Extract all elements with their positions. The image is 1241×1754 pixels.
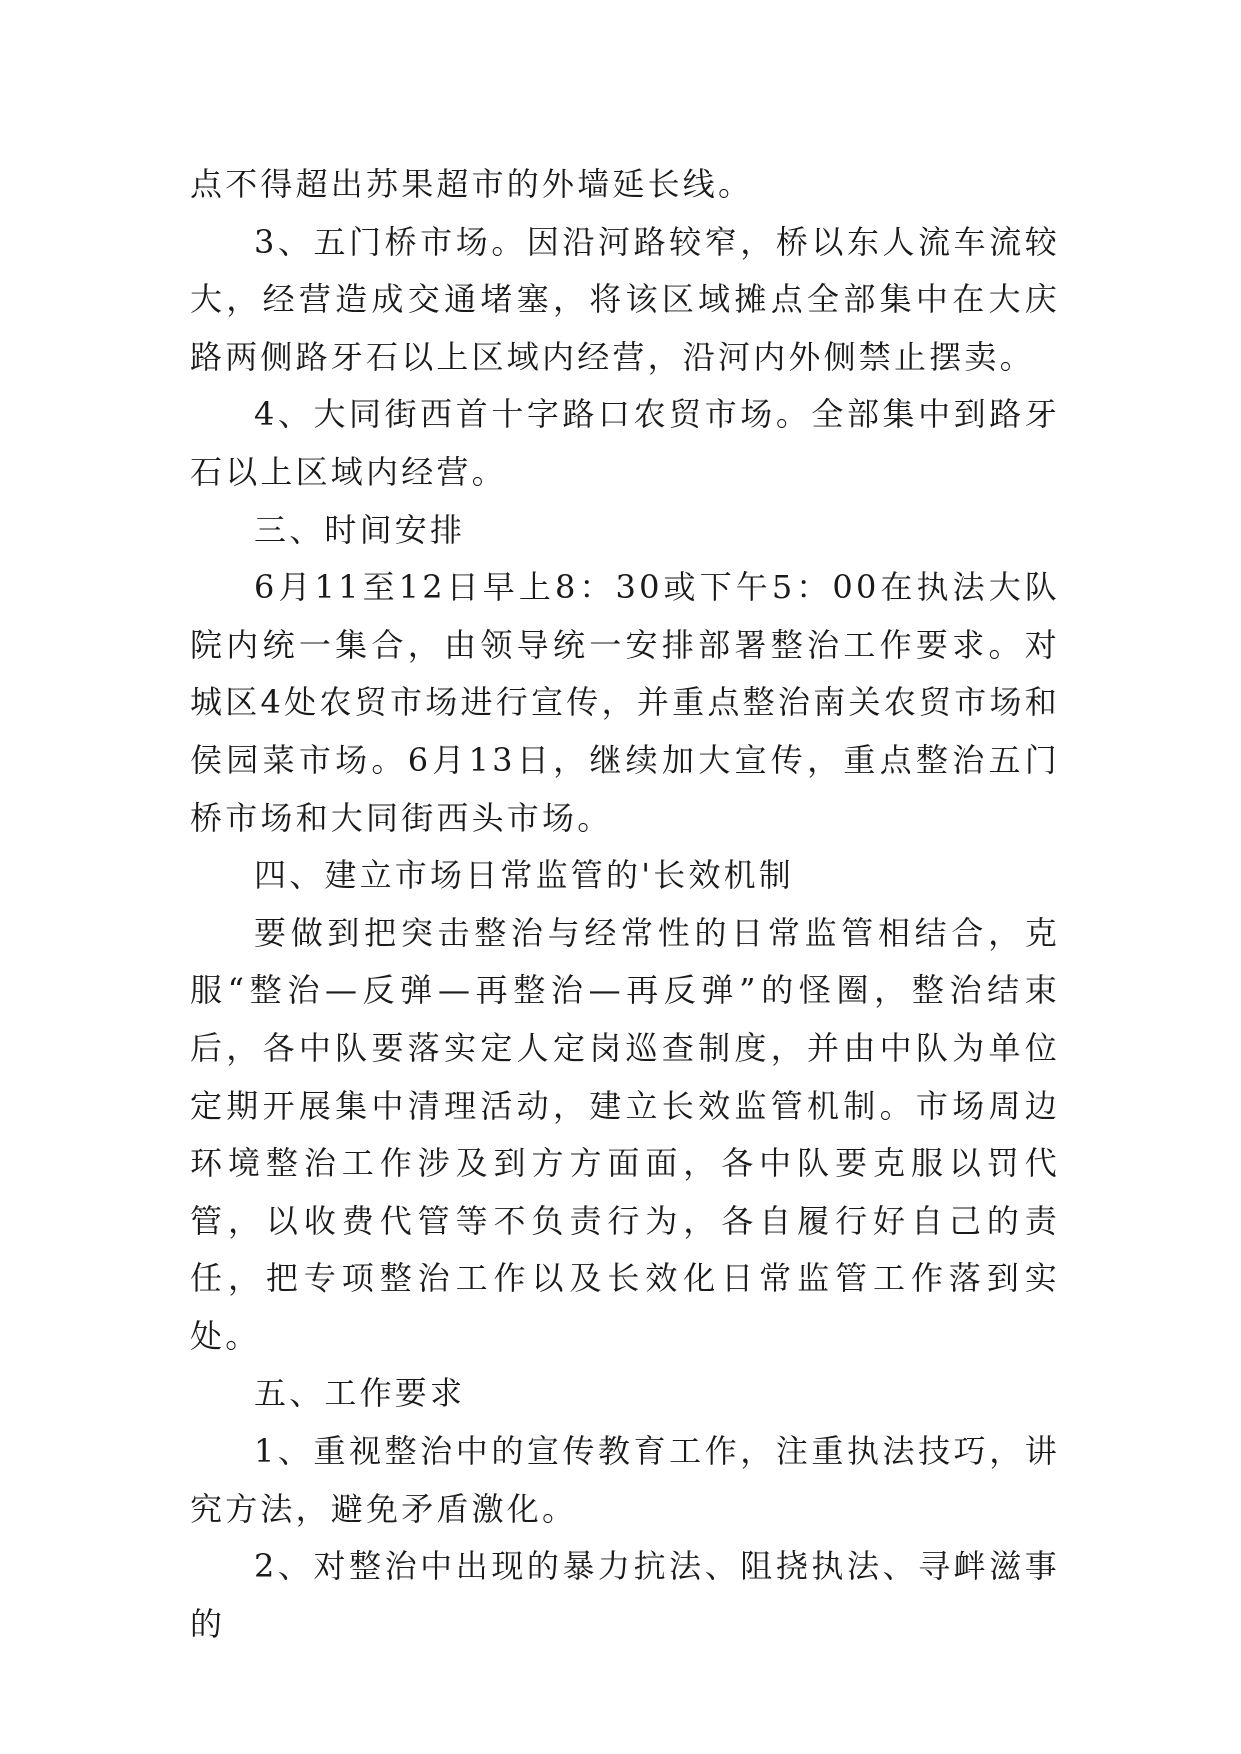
paragraph-continuation: 点不得超出苏果超市的外墙延长线。 [190, 165, 754, 203]
paragraph-schedule: 6月11至12日早上8：30或下午5：00在执法大队院内统一集合，由领导统一安排部署整治工作要求。对城区4处农贸市场进行宣传，并重点整治南关农贸市场和侯园菜市场。6月13日，继续加大宣传，重点整治五门桥市场和大同街西头市场。 [190, 568, 1060, 837]
paragraph-datong-street-market: 4、大同街西首十字路口农贸市场。全部集中到路牙石以上区域内经营。 [190, 395, 1060, 491]
paragraph-long-term-mechanism: 要做到把突击整治与经常性的日常监管相结合，克服“整治—反弹—再整治—再反弹”的怪圈，整治结束后，各中队要落实定人定岗巡查制度，并由中队为单位定期开展集中清理活动，建立长效监管机制。市场周边环境整治工作涉及到方方面面，各中队要克服以罚代管，以收费代管等不负责行为，各自履行好自己的责任，把专项整治工作以及长效化日常监管工作落到实处。 [190, 913, 1060, 1355]
section-heading-schedule: 三、时间安排 [254, 510, 466, 549]
paragraph-wumenqiao-market: 3、五门桥市场。因沿河路较窄，桥以东人流车流较大，经营造成交通堵塞，将该区域摊点全部集中在大庆路两侧路牙石以上区域内经营，沿河内外侧禁止摆卖。 [190, 222, 1060, 376]
paragraph-requirement-1: 1、重视整治中的宣传教育工作，注重执法技巧，讲究方法，避免矛盾激化。 [190, 1432, 1060, 1528]
paragraph-requirement-2: 2、对整治中出现的暴力抗法、阻挠执法、寻衅滋事的 [190, 1547, 1060, 1643]
section-heading-long-term-mechanism: 四、建立市场日常监管的'长效机制 [254, 856, 794, 895]
document-body [190, 156, 1060, 1653]
section-heading-work-requirements: 五、工作要求 [254, 1374, 466, 1413]
